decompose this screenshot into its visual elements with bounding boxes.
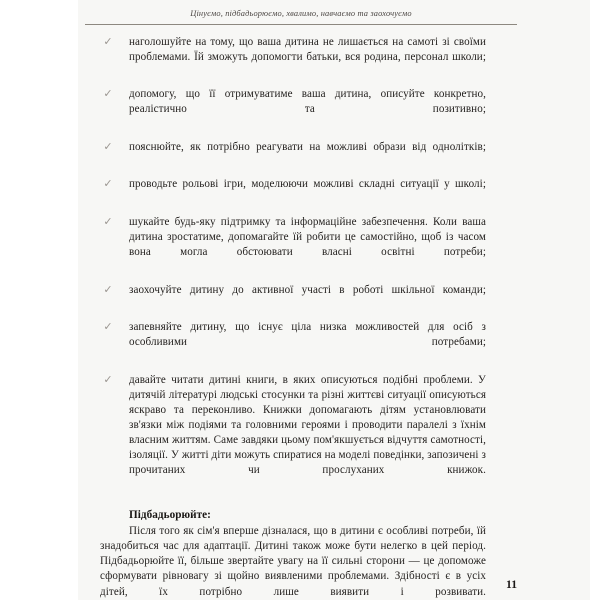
check-icon: ✓ xyxy=(103,88,113,101)
header-rule xyxy=(85,24,517,25)
check-icon: ✓ xyxy=(103,283,113,296)
list-item-text: заохочуйте дитину до активної участі в роботі шкільної команди; xyxy=(129,283,486,296)
list-item xyxy=(100,215,486,275)
page-content xyxy=(100,35,486,615)
list-item-text: давайте читати дитині книги, в яких описуються подібні проблеми. У дитячій літературі людські стосунки та різні життєві ситуації описуються яскраво та переконливо. Книжки допомагають дітям установлювати зв'язки між подіями та головними героями і проводити паралелі з їхнім власним життям. Саме завдяки цьому пом'якшується відчуття самотності, ізоляції. У житті діти можуть спиратися на моделі поведінки, запозичені з прочитаних чи прослуханих книжок. xyxy=(129,373,486,477)
list-item xyxy=(100,320,486,365)
list-item-text: пояснюйте, як потрібно реагувати на можливі образи від однолітків; xyxy=(129,140,486,153)
running-header-text: Цінуємо, підбадьорюємо, хвалимо, навчаємо та заохочуємо xyxy=(190,9,412,18)
list-item-text: наголошуйте на тому, що ваша дитина не лишається на самоті зі своїми проблемами. Їй зможуть допомогти батьки, вся родина, персонал школи; xyxy=(129,35,486,63)
subsection-paragraph: Після того як сім'я вперше дізналася, що в дитини є особливі потреби, їй знадобиться час для адаптації. Дитині також може бути нелегко в цей період. Підбадьорюйте її, більше звертайте увагу на її сильні сторони — це допоможе сформувати рівновагу зі щойно виявленими проблемами. Здібності є в усіх дітей, їх потрібно лише виявити і розвивати. xyxy=(100,525,486,598)
page-number: 11 xyxy=(506,578,517,591)
checklist xyxy=(100,35,486,494)
list-item-text: допомогу, що її отримуватиме ваша дитина, описуйте конкретно, реалістично та позитивно; xyxy=(129,88,486,116)
subsection xyxy=(100,508,486,614)
check-icon: ✓ xyxy=(103,35,113,48)
document-page xyxy=(78,0,590,600)
list-item xyxy=(100,140,486,170)
check-icon: ✓ xyxy=(103,140,113,153)
list-item xyxy=(100,177,486,207)
list-item xyxy=(100,35,486,80)
list-item-text: проводьте рольові ігри, моделюючи можливі складні ситуації у школі; xyxy=(129,178,486,191)
check-icon: ✓ xyxy=(103,215,113,228)
page-inner xyxy=(85,0,517,600)
check-icon: ✓ xyxy=(103,321,113,334)
running-header xyxy=(85,0,517,25)
list-item xyxy=(100,87,486,132)
subsection-heading: Підбадьорюйте: xyxy=(129,509,211,522)
list-item-text: шукайте будь-яку підтримку та інформаційне забезпечення. Коли ваша дитина зростатиме, допомагайте їй робити це самостійно, щоб із часом вона могла обстоювати власні освітні потреби; xyxy=(129,215,486,259)
list-item xyxy=(100,373,486,493)
check-icon: ✓ xyxy=(103,373,113,386)
check-icon: ✓ xyxy=(103,178,113,191)
list-item xyxy=(100,283,486,313)
list-item-text: запевняйте дитину, що існує ціла низка можливостей для осіб з особливими потребами; xyxy=(129,321,486,349)
